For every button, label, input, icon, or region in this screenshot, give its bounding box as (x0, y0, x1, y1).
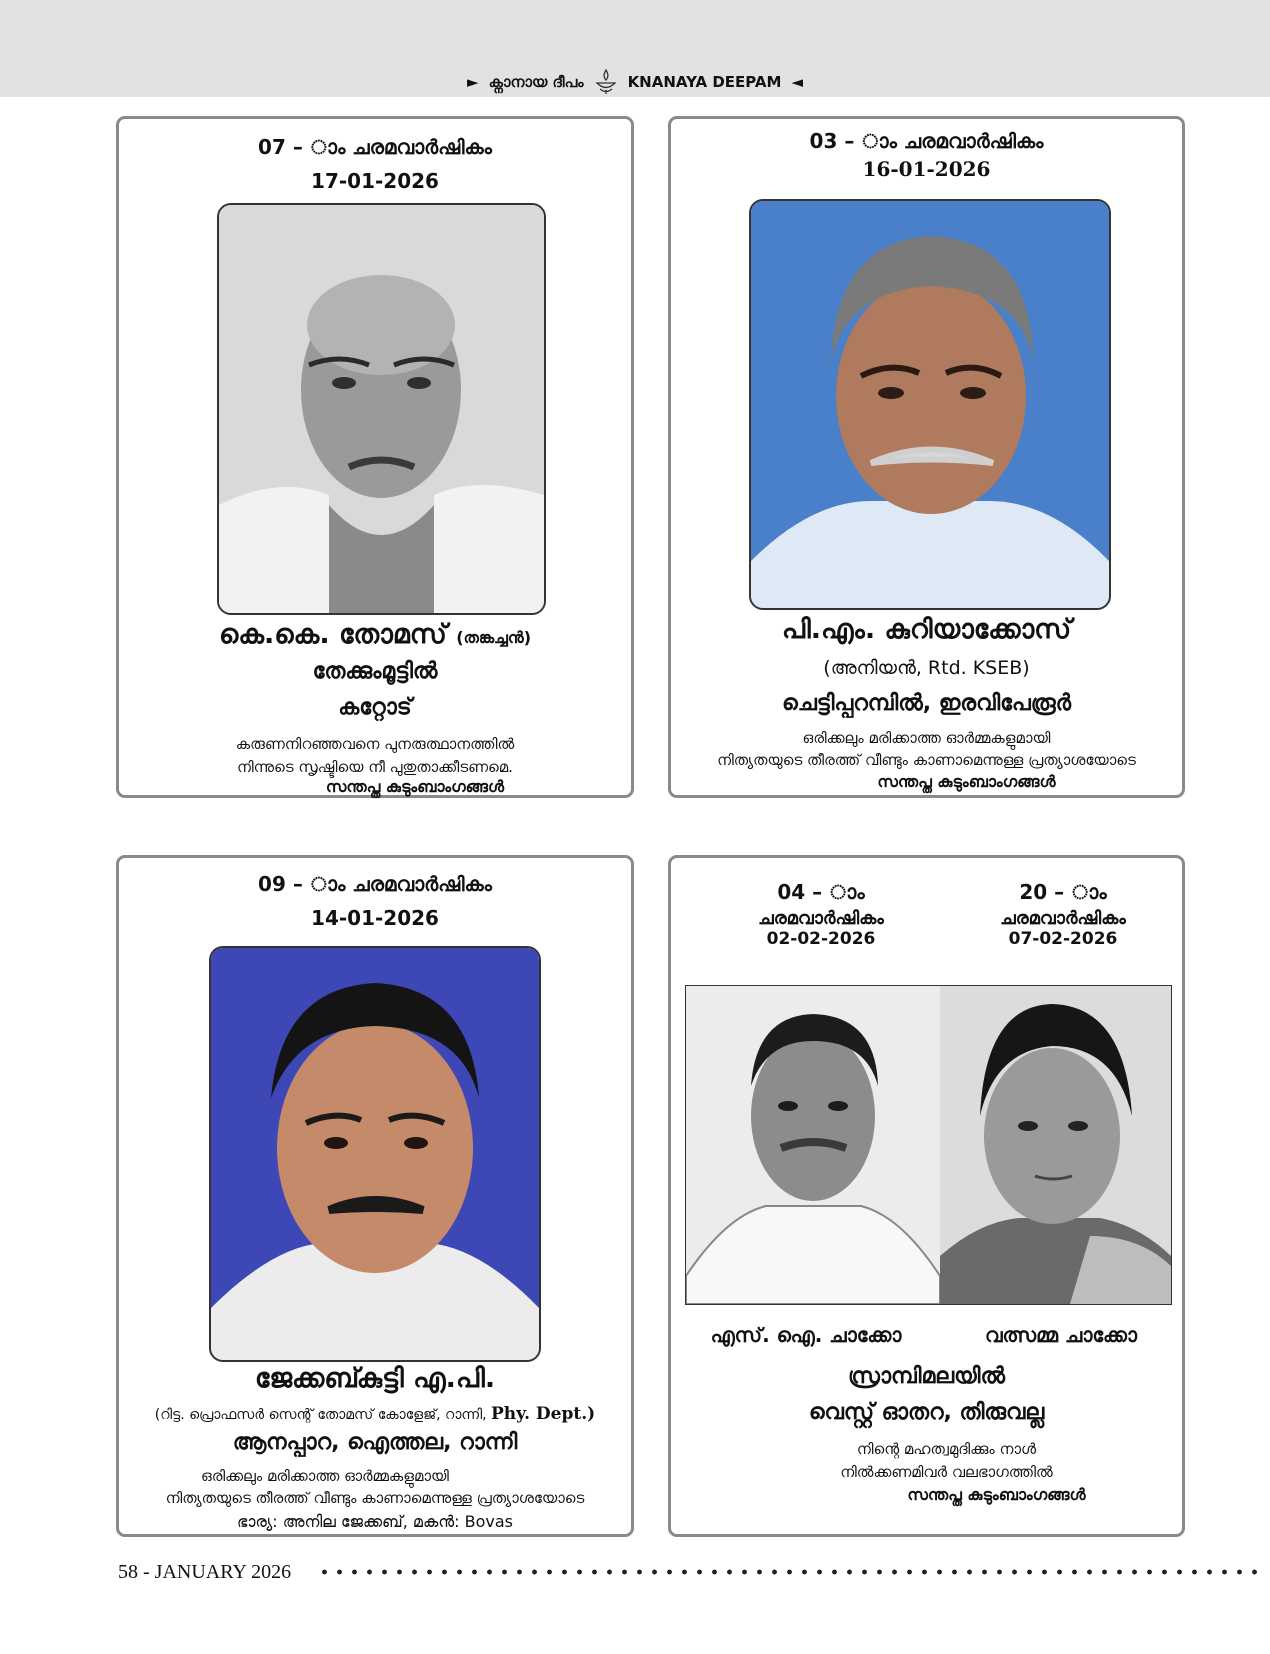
masthead-english-title: KNANAYA DEEPAM (627, 73, 782, 91)
place-name: കറ്റോട് (338, 695, 412, 720)
portrait-photo-valsamma (940, 986, 1171, 1304)
page-footer (118, 1560, 1258, 1584)
person-name: പി.എം. കുറിയാക്കോസ് (781, 614, 1072, 645)
masthead-right-arrow-icon: ► (467, 73, 479, 91)
masthead-malayalam-title: ക്നാനായ ദീപം (488, 73, 584, 91)
left-date: 02-02-2026 (766, 929, 876, 949)
message-line-2: നിന്നുടെ സൃഷ്ടിയെ നീ പുതുതാക്കീടണമെ. (237, 758, 513, 776)
message-line-1: കരുണനിറഞ്ഞവനെ പുനരുത്ഥാനത്തിൽ (235, 735, 515, 753)
portrait-photo-kuriakose (749, 199, 1111, 610)
designation-text (119, 1404, 631, 1424)
message-line-1: ഒരിക്കലും മരിക്കാത്ത ഓർമ്മകളുമായി (201, 1467, 449, 1485)
right-ordinal: 20 – ാം (1019, 880, 1107, 904)
masthead (0, 68, 1270, 96)
left-ordinal: 04 – ാം (777, 880, 865, 904)
anniversary-heading: 09 – ാം ചരമവാർഷികം (258, 872, 492, 896)
person-name (119, 619, 631, 651)
masthead-left-arrow-icon: ◄ (791, 73, 803, 91)
portrait-photo-thomas (217, 203, 546, 615)
anniversary-heading: 07 – ാം ചരമവാർഷികം (258, 135, 492, 159)
left-anniversary: ചരമവാർഷികം (758, 908, 884, 929)
message-line-1: ഒരിക്കലും മരിക്കാത്ത ഓർമ്മകളുമായി (802, 729, 1051, 747)
house-name: സ്രാമ്പിമലയിൽ (848, 1364, 1005, 1389)
obituary-card-thomas (116, 116, 634, 798)
designation-malayalam: (റിട്ട. പ്രൊഫസർ സെന്റ് തോമസ് കോളേജ്, റാന്നി, (154, 1407, 487, 1423)
house-place: ചെട്ടിപ്പറമ്പിൽ, ഇരവിപേരൂർ (782, 691, 1071, 716)
right-date: 07-02-2026 (1008, 929, 1118, 949)
family-signature: സന്തപ്ത കുടുംബാംഗങ്ങൾ (907, 1485, 1086, 1504)
message-line-2: നിത്യതയുടെ തീരത്ത് വീണ്ടും കാണാമെന്നുള്ള പ്രത്യാശയോടെ (165, 1489, 585, 1507)
portrait-photo-jacobkutty (209, 946, 541, 1362)
portrait-photo-chacko (686, 986, 940, 1304)
anniversary-date: 14-01-2026 (311, 906, 439, 930)
right-anniversary: ചരമവാർഷികം (1000, 908, 1126, 929)
obituary-card-jacobkutty (116, 855, 634, 1537)
designation-text: (അനിയൻ, Rtd. KSEB) (823, 657, 1030, 679)
family-signature: സന്തപ്ത കുടുംബാംഗങ്ങൾ (877, 772, 1056, 791)
obituary-card-kuriakose (668, 116, 1185, 798)
anniversary-heading: 03 – ാം ചരമവാർഷികം (809, 129, 1044, 153)
wife-son-text: ഭാര്യ: അനില ജേക്കബ്, മകൻ: Bovas (237, 1512, 513, 1531)
person-name-left: എസ്. ഐ. ചാക്കോ (710, 1323, 902, 1347)
anniversary-date: 17-01-2026 (311, 169, 439, 193)
obituary-card-chacko (668, 855, 1185, 1537)
anniversary-date: 16-01-2026 (862, 157, 991, 181)
oil-lamp-icon (594, 68, 618, 96)
nickname-text: (തങ്കച്ചൻ) (456, 628, 532, 647)
message-line-2: നിൽക്കണമിവർ വലഭാഗത്തിൽ (840, 1463, 1053, 1481)
family-signature: സന്തപ്ത കുടുംബാംഗങ്ങൾ (325, 777, 505, 796)
couple-photo-frame (685, 985, 1172, 1305)
name-text: കെ.കെ. തോമസ് (218, 619, 447, 650)
dotted-rule (317, 1569, 1258, 1575)
message-line-1: നിന്റെ മഹത്വമുദിക്കും നാൾ (856, 1440, 1037, 1458)
right-anniversary-block (973, 880, 1153, 949)
left-anniversary-block (731, 880, 911, 949)
designation-english: Phy. Dept.) (491, 1404, 596, 1424)
place-name: വെസ്റ്റ് ഓതറ, തിരുവല്ല (808, 1400, 1045, 1425)
person-name-right: വത്സമ്മ ചാക്കോ (984, 1323, 1138, 1347)
house-place: ആനപ്പാറ, ഐത്തല, റാന്നി (232, 1430, 518, 1455)
person-name: ജേക്കബ്കുട്ടി എ.പി. (254, 1363, 496, 1394)
page-number-label: 58 - JANUARY 2026 (118, 1560, 292, 1583)
message-line-2: നിത്യതയുടെ തീരത്ത് വീണ്ടും കാണാമെന്നുള്ള പ്രത്യാശയോടെ (717, 751, 1136, 769)
house-name: തേക്കുംമൂട്ടിൽ (312, 659, 438, 684)
